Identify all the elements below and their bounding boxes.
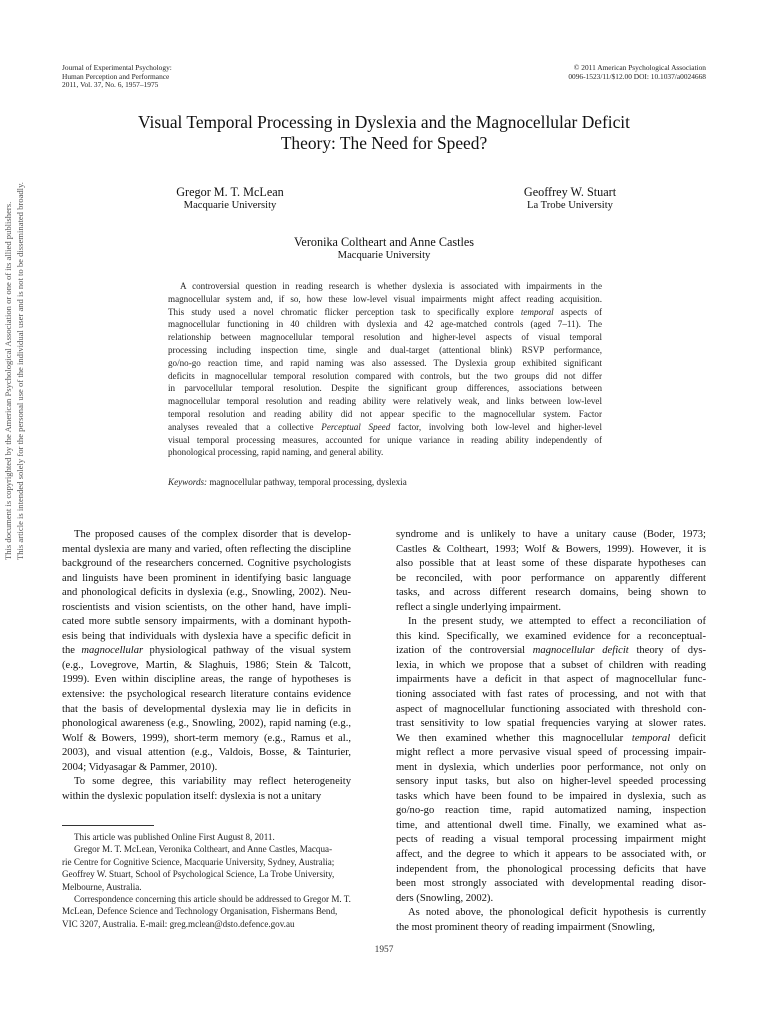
text-line: the magnocellular physiological pathway of the visual system — [62, 645, 351, 657]
text-line: lexia, in which we propose that a subset of children with reading — [396, 659, 706, 671]
author-affiliation: Macquarie University — [337, 250, 431, 261]
text-line: magnocellular temporal resolution and reading ability were relatively weak, and links between low-level — [168, 396, 602, 407]
footnote-line: Correspondence concerning this article should be addressed to Gregor M. T. — [74, 894, 351, 905]
footnote-line: McLean, Defence Science and Technology Organisation, Fishermans Bend, — [62, 906, 338, 917]
abstract — [168, 280, 602, 459]
text-line: phonological processing, rapid naming, and general ability. — [168, 447, 384, 458]
body-column-left — [62, 528, 351, 804]
text-line: go/no-go reaction time, rapid automatized naming, inspection — [396, 805, 706, 817]
text-line: been most strongly associated with developmental reading disor- — [396, 878, 706, 890]
text-line: 2003), and visual attention (e.g., Valdois, Bosse, & Tainturier, — [62, 747, 351, 759]
text-line: syndrome and is unlikely to have a unitary cause (Boder, 1973; — [396, 529, 706, 540]
text-line: deficits in magnocellular temporal resolution compared with controls, but the two groups did not differ — [168, 370, 602, 381]
text-line: processing including inspection time, single and dual-target (attentional blink) RSVP performance, — [168, 344, 602, 355]
text-line: and phonological deficits in dyslexia (e.g., Snowling, 2002). Neu- — [62, 587, 351, 599]
author-block — [234, 236, 534, 262]
text-line: Castles & Coltheart, 1993; Wolf & Bowers, 1999). However, it is — [396, 543, 706, 555]
text-line: visual temporal processing measures, accounted for unique variance in reading ability independently of — [168, 434, 602, 445]
text-line: pects of reading a visual temporal processing impairment might — [396, 834, 706, 846]
author-block — [120, 186, 340, 212]
article-title — [40, 112, 728, 154]
text-line: reflect a single underlying impairment. — [396, 601, 562, 613]
text-line: tioning associated with fast rates of processing, and not with that — [396, 689, 706, 701]
text-line: The proposed causes of the complex disorder that is develop- — [74, 529, 351, 540]
text-line: As noted above, the phonological deficit hypothesis is currently — [408, 907, 706, 919]
footnote-line: This article was published Online First August 8, 2011. — [74, 832, 275, 842]
text-line: affect, and the degree to which it appears to be associated with, or — [396, 849, 706, 861]
text-line: We then examined whether this magnocellular temporal deficit — [396, 732, 706, 744]
title-line: Visual Temporal Processing in Dyslexia and the Magnocellular Deficit — [138, 112, 630, 132]
side-notice-line: This article is intended solely for the personal use of the individual user and is not to be disseminated broadly. — [15, 182, 25, 560]
author-name: Geoffrey W. Stuart — [523, 185, 617, 199]
journal-volume-line: 2011, Vol. 37, No. 6, 1957–1975 — [62, 80, 159, 90]
title-line: Theory: The Need for Speed? — [280, 133, 488, 153]
text-line: To some degree, this variability may reflect heterogeneity — [74, 776, 351, 788]
text-line: 1999). Even within discipline areas, the range of hypotheses is — [62, 674, 351, 686]
doi-line: 0096-1523/11/$12.00 DOI: 10.1037/a0024668 — [568, 71, 706, 81]
text-line: that the basis of developmental dyslexia may lie in deficits in — [62, 703, 351, 715]
footnote-line: rie Centre for Cognitive Science, Macquarie University, Sydney, Australia; — [62, 856, 335, 867]
text-line: go/no-go reaction time, and rapid naming was also assessed. The Dyslexia group exhibited significant — [168, 357, 602, 368]
footnote-line: Gregor M. T. McLean, Veronika Coltheart, and Anne Castles, Macqua- — [74, 844, 333, 855]
side-notice-line: This document is copyrighted by the American Psychological Association or one of its allied publishers. — [3, 201, 13, 560]
journal-name-line: Journal of Experimental Psychology: — [62, 63, 172, 72]
author-affiliation: Macquarie University — [183, 200, 277, 211]
text-line: magnocellular system and, if so, how these low-level visual impairments might affect reading acquisition. — [168, 293, 602, 304]
text-line: temporal resolution and reading ability did not appear specific to the magnocellular system. Factor — [168, 408, 602, 419]
text-line: A controversial question in reading research is whether dyslexia is associated with impairments in the — [180, 281, 602, 291]
text-line: be reconciled, with poor performance on apparently different — [396, 572, 706, 584]
text-line: In the present study, we attempted to effect a reconciliation of — [408, 616, 706, 628]
text-line: aspect of magnocellular functioning associated with threshold con- — [396, 703, 706, 715]
text-line: roscientists and vision scientists, on the other hand, have impli- — [62, 601, 351, 613]
footnotes — [62, 831, 351, 930]
text-line: ization of the controversial magnocellular deficit theory of dys- — [396, 645, 706, 657]
text-line: tasks, and across different research domains, being shown to — [396, 587, 706, 599]
text-line: trast sensitivity to low spatial frequencies varying at slower rates. — [396, 718, 706, 730]
author-name: Gregor M. T. McLean — [176, 185, 284, 199]
text-line: this kind. Specifically, we examined evidence for a reconceptual- — [396, 630, 706, 642]
text-line: magnocellular functioning in 40 children with dyslexia and 42 age-matched controls (aged 7–11). The — [168, 319, 602, 330]
text-line: also possible that at least some of these disparate hypotheses can — [396, 558, 706, 570]
text-line: This study used a novel chromatic flicker perception task to specifically explore temporal aspects of — [168, 306, 602, 317]
text-line: Wolf & Bowers, 1999), short-term memory (e.g., Ramus et al., — [62, 732, 351, 744]
author-block — [460, 186, 680, 212]
author-name: Veronika Coltheart and Anne Castles — [293, 235, 475, 249]
text-line: and linguists have been prominent in identifying basic language — [62, 572, 351, 584]
footnote-line: Geoffrey W. Stuart, School of Psychological Science, La Trobe University, — [62, 869, 335, 880]
body-column-right — [396, 528, 706, 935]
text-line: phonological awareness (e.g., Snowling, 2002), rapid naming (e.g., — [62, 718, 351, 730]
text-line: impairments have a deficit in that aspect of magnocellular func- — [396, 674, 706, 686]
page-number: 1957 — [374, 945, 394, 955]
text-line: analyses revealed that a collective Perceptual Speed factor, involving both low-level and higher-level — [168, 421, 602, 432]
keywords — [168, 476, 602, 488]
journal-citation — [62, 64, 362, 90]
text-line: independent from, the phonological processing deficits that have — [396, 863, 706, 875]
text-line: within the dyslexic population itself: dyslexia is not a unitary — [62, 790, 322, 802]
text-line: cated more subtle sensory impairments, with a dominant hypoth- — [62, 616, 351, 628]
text-line: ders (Snowling, 2002). — [396, 892, 494, 904]
copyright-notice — [376, 64, 706, 81]
text-line: tasks which have been found to be impaired in dyslexia, such as — [396, 790, 706, 802]
text-line: (e.g., Lovegrove, Martin, & Slaghuis, 1986; Stein & Talcott, — [62, 659, 351, 671]
text-line: extensive: the psychological research literature contains evidence — [62, 689, 351, 701]
footnote-line: VIC 3207, Australia. E-mail: greg.mclean@dsto.defence.gov.au — [62, 918, 295, 929]
text-line: the most prominent theory of reading impairment (Snowling, — [396, 921, 655, 933]
text-line: might reflect a more pervasive visual speed of processing impair- — [396, 747, 706, 759]
text-line: mental dyslexia are many and varied, often reflecting the discipline — [62, 543, 351, 555]
text-line: ment in dyslexia, which underlies poor performance, not only on — [396, 761, 706, 773]
keywords-label: Keywords: — [168, 477, 208, 487]
text-line: time, and attentional dwell time. Finally, we examined what as- — [396, 819, 706, 831]
text-line: relationship between magnocellular temporal resolution and higher-level aspects of visual temporal — [168, 332, 602, 343]
author-affiliation: La Trobe University — [527, 200, 613, 211]
text-line: 2004; Vidyasagar & Pammer, 2010). — [62, 761, 218, 773]
footnote-line: Melbourne, Australia. — [62, 881, 142, 892]
text-line: in parvocellular temporal resolution. Despite the significant group differences, associations between — [168, 383, 602, 394]
text-line: esis being that individuals with dyslexia have a specific deficit in — [62, 630, 351, 642]
copyright-line: © 2011 American Psychological Association — [573, 63, 706, 72]
text-line: sensory input tasks, but also on higher-level speeded processing — [396, 776, 706, 788]
keywords-text: magnocellular pathway, temporal processing, dyslexia — [209, 477, 407, 487]
footnote-rule — [62, 825, 154, 826]
text-line: background of the researchers concerned. Cognitive psychologists — [62, 558, 351, 570]
journal-subtitle-line: Human Perception and Performance — [62, 71, 170, 81]
